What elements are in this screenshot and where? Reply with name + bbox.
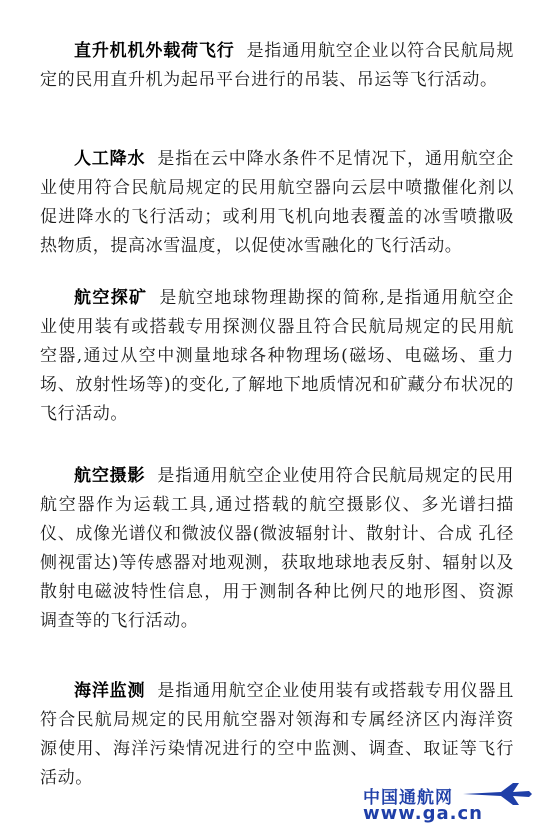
term-heading: 航空探矿	[74, 288, 148, 308]
definition-paragraph-3	[40, 284, 514, 429]
term-heading: 人工降水	[74, 149, 146, 169]
definition-text: 是指通用航空企业使用符合民航局规定的民用航空器作为运载工具,通过搭载的航空摄影仪、多光谱扫描仪、成像光谱仪和微波仪器(微波辐射计、散射计、合成 孔径侧视雷达)等传感器对地观测，获取地球地表反射、辐射以及散射电磁波特性信息，用于测制各种比例尺的地形图、资源调查等的飞行活动。	[40, 466, 514, 631]
definition-paragraph-2	[40, 145, 514, 261]
definition-paragraph-4	[40, 462, 514, 636]
site-watermark-logo	[363, 783, 533, 829]
definition-text: 是航空地球物理勘探的简称,是指通用航空企业使用装有或搭载专用探测仪器且符合民航局规定的民用航空器,通过从空中测量地球各种物理场(磁场、电磁场、重力场、放射性场等)的变化,了解地下地质情况和矿藏分布状况的飞行活动。	[40, 288, 514, 424]
definition-paragraph-1	[40, 37, 514, 95]
watermark-site-name: 中国通航网	[363, 788, 453, 808]
definition-text: 是指通用航空企业使用装有或搭载专用仪器且符合民航局规定的民用航空器对领海和专属经济区内海洋资源使用、海洋污染情况进行的空中监测、调查、取证等飞行活动。	[40, 681, 514, 788]
term-heading: 直升机机外载荷飞行	[74, 41, 235, 61]
term-heading: 海洋监测	[74, 681, 146, 701]
definition-text: 是指通用航空企业以符合民航局规定的民用直升机为起吊平台进行的吊装、吊运等飞行活动。	[40, 41, 514, 90]
watermark-url: www.ga.cn	[363, 803, 483, 824]
definition-text: 是指在云中降水条件不足情况下，通用航空企业使用符合民航局规定的民用航空器向云层中喷撒催化剂以促进降水的飞行活动；或利用飞机向地表覆盖的冰雪喷撒吸热物质，提高冰雪温度，以促使冰雪融化的飞行活动。	[40, 149, 514, 256]
term-heading: 航空摄影	[74, 466, 146, 486]
definition-paragraph-5	[40, 677, 514, 793]
